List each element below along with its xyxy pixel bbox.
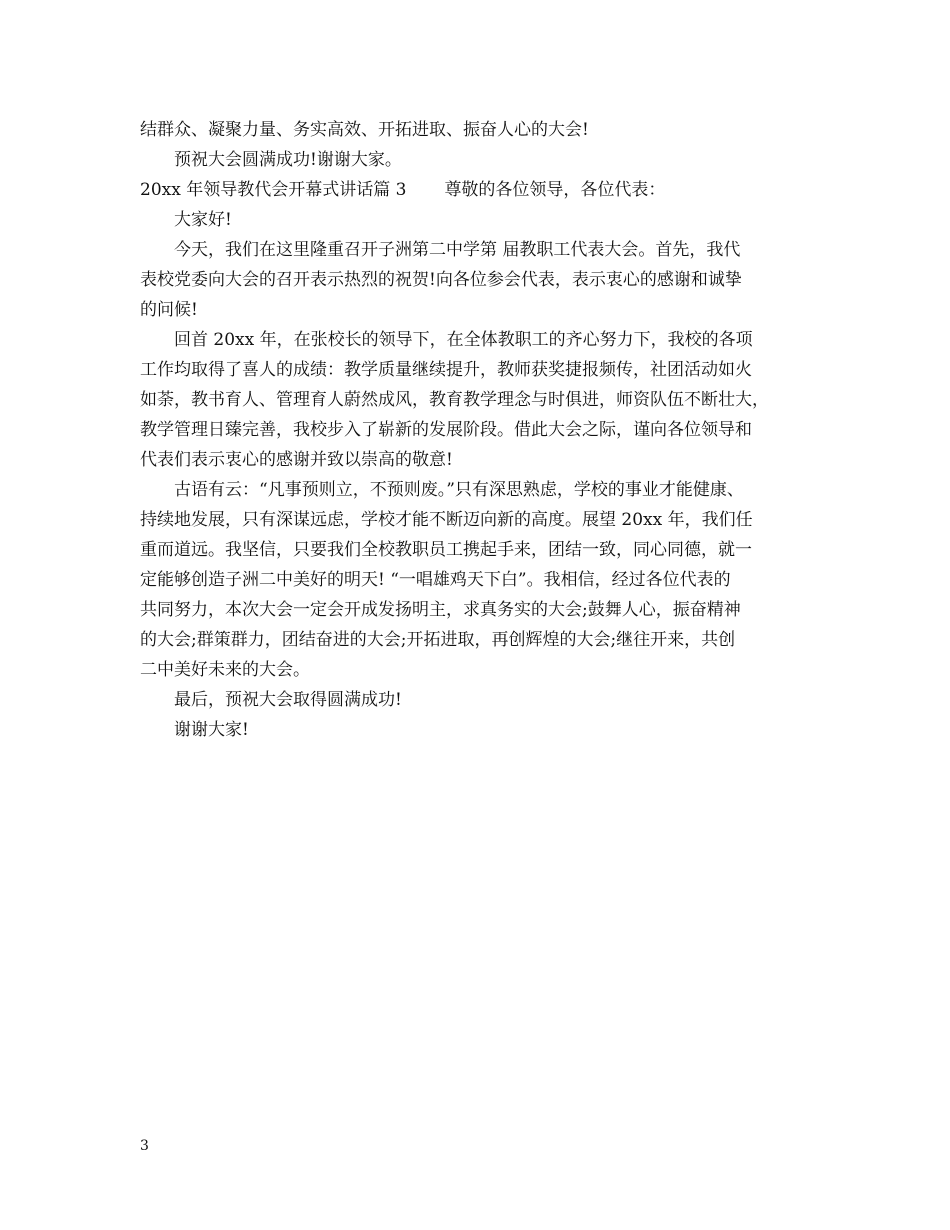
document-body — [140, 115, 835, 745]
paragraph-line: 定能够创造子洲二中美好的明天! “一唱雄鸡天下白”。我相信，经过各位代表的 — [140, 570, 731, 590]
paragraph-line: 回首 20xx 年，在张校长的领导下，在全体教职工的齐心努力下，我校的各项 — [174, 330, 753, 350]
paragraph-line: 表校党委向大会的召开表示热烈的祝贺!向各位参会代表，表示衷心的感谢和诚挚 — [140, 270, 742, 290]
paragraph-line: 共同努力，本次大会一定会开成发扬明主，求真务实的大会;鼓舞人心，振奋精神 — [140, 600, 741, 620]
paragraph-line: 预祝大会圆满成功!谢谢大家。 — [174, 150, 402, 170]
paragraph-line: 结群众、凝聚力量、务实高效、开拓进取、振奋人心的大会! — [140, 120, 589, 140]
paragraph-line: 重而道远。我坚信，只要我们全校教职员工携起手来，团结一致，同心同德，就一 — [140, 540, 752, 560]
closing-line: 谢谢大家! — [174, 720, 249, 740]
paragraph-line: 的问候! — [140, 300, 198, 320]
paragraph-line: 古语有云：“凡事预则立，不预则废。”只有深思熟虑，学校的事业才能健康、 — [174, 480, 744, 500]
paragraph-line: 如荼，教书育人、管理育人蔚然成风，教育教学理念与时俱进，师资队伍不断壮大， — [140, 390, 769, 410]
paragraph-line: 工作均取得了喜人的成绩：教学质量继续提升，教师获奖捷报频传，社团活动如火 — [140, 360, 752, 380]
paragraph-line: 最后，预祝大会取得圆满成功! — [174, 690, 402, 710]
section-heading — [140, 175, 835, 205]
paragraph-line: 的大会;群策群力，团结奋进的大会;开拓进取，再创辉煌的大会;继往开来，共创 — [140, 630, 736, 650]
page-number: 3 — [140, 1138, 149, 1154]
heading-salutation: 尊敬的各位领导，各位代表： — [444, 180, 666, 200]
heading-title: 20xx 年领导教代会开幕式讲话篇 3 — [140, 180, 407, 200]
paragraph-line: 代表们表示衷心的感谢并致以崇高的敬意! — [140, 450, 453, 470]
paragraph-line: 持续地发展，只有深谋远虑，学校才能不断迈向新的高度。展望 20xx 年，我们任 — [140, 510, 753, 530]
paragraph-line: 二中美好未来的大会。 — [140, 660, 310, 680]
paragraph-line: 今天，我们在这里隆重召开子洲第二中学第 届教职工代表大会。首先，我代 — [174, 240, 741, 260]
greeting-line: 大家好! — [174, 210, 232, 230]
paragraph-line: 教学管理日臻完善，我校步入了崭新的发展阶段。借此大会之际，谨向各位领导和 — [140, 420, 752, 440]
